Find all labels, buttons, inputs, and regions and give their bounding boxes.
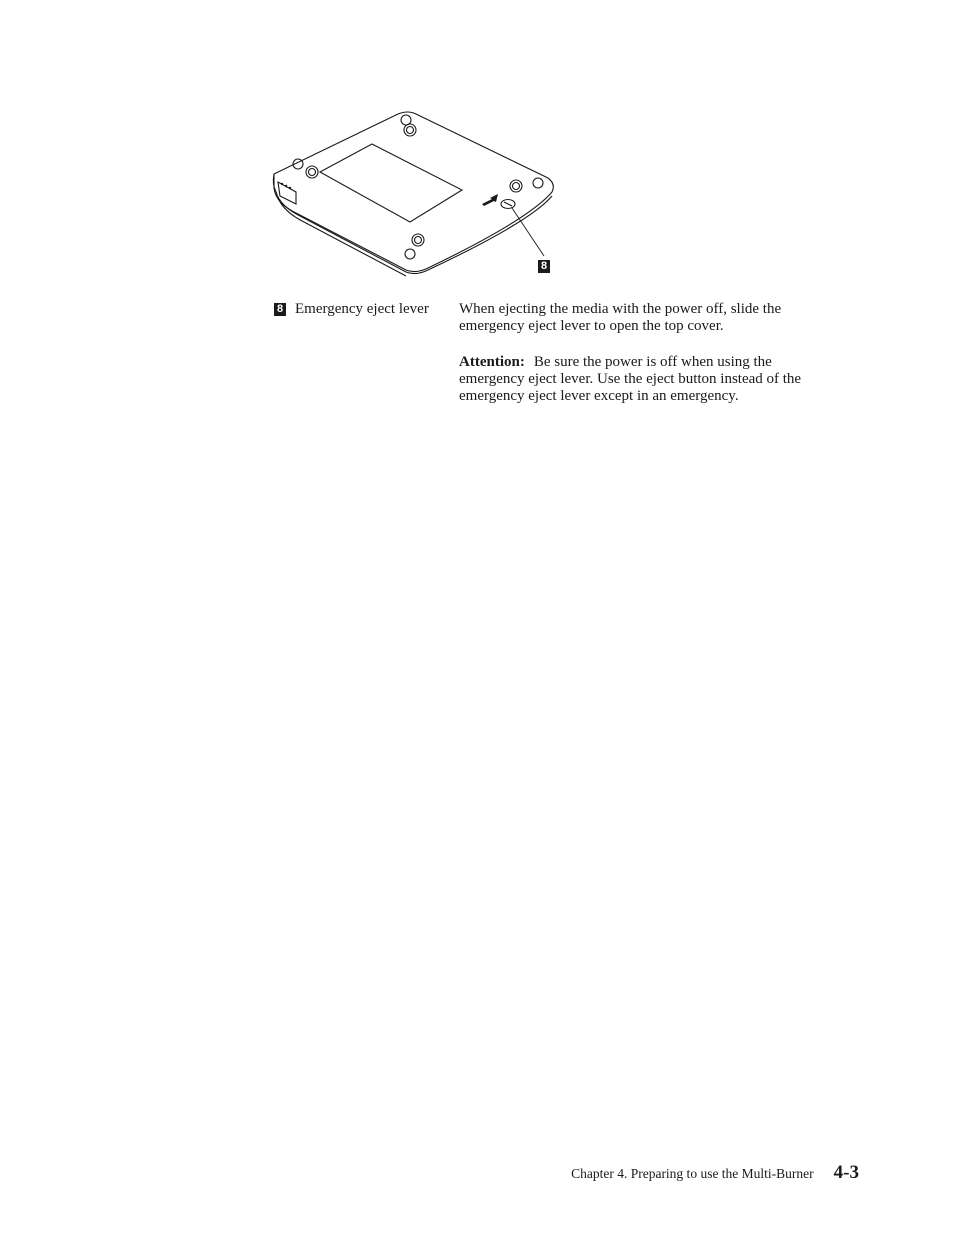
definition-description (459, 301, 831, 405)
term-callout-badge: 8 (274, 303, 286, 316)
term-label: Emergency eject lever (295, 301, 429, 317)
attention-paragraph (459, 354, 831, 405)
definition-term (274, 301, 429, 318)
attention-text: Be sure the power is off when using the emergency eject lever. Use the eject button instead of the emergency eject lever except in an emergency. (459, 354, 802, 404)
attention-label: Attention: (459, 354, 525, 370)
arrow-left-icon (482, 194, 498, 206)
page-number: 4-3 (833, 1162, 859, 1183)
description-paragraph: When ejecting the media with the power off, slide the emergency eject lever to open the top cover. (459, 301, 782, 334)
callout-badge: 8 (538, 260, 550, 273)
chapter-title: Chapter 4. Preparing to use the Multi-Burner (571, 1166, 814, 1181)
page-footer (571, 1162, 859, 1184)
device-bottom-illustration (268, 108, 558, 278)
figure-callout (538, 256, 550, 274)
